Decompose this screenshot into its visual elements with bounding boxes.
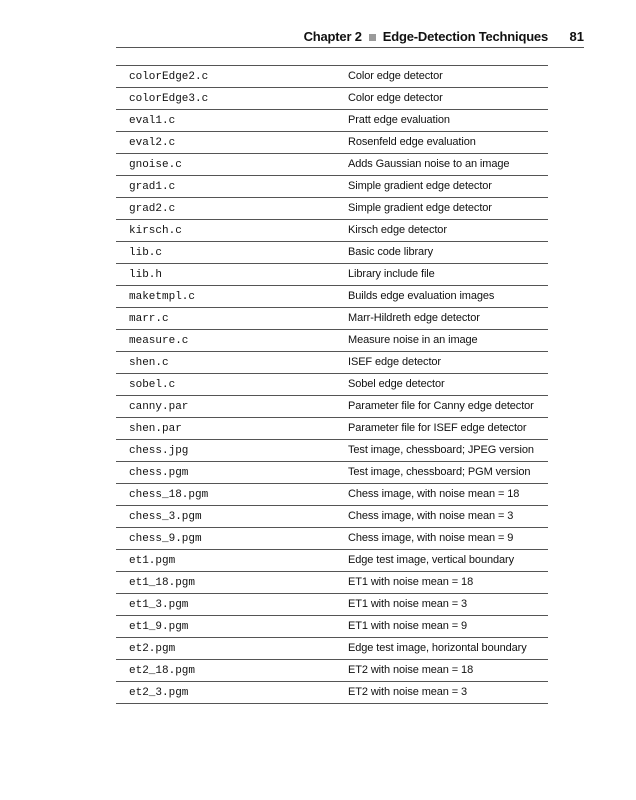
table-row [116,374,548,396]
table-row [116,308,548,330]
table-row [116,682,548,704]
file-description: ET1 with noise mean = 3 [348,598,468,610]
file-name: et2_3.pgm [129,687,189,699]
table-row [116,638,548,660]
file-name: grad2.c [129,203,176,215]
table-row [116,660,548,682]
file-name: gnoise.c [129,159,182,171]
table-row [116,220,548,242]
file-description: ET2 with noise mean = 18 [348,664,474,676]
file-description: Basic code library [348,246,434,258]
table-row [116,550,548,572]
header-rule [116,47,584,48]
page-number: 81 [569,29,584,44]
file-description: Adds Gaussian noise to an image [348,158,510,170]
file-description: ET1 with noise mean = 9 [348,620,468,632]
running-header [116,29,584,45]
table-row [116,418,548,440]
table-row [116,66,548,88]
file-name: et2_18.pgm [129,665,196,677]
file-name: et1_18.pgm [129,577,196,589]
file-name: et2.pgm [129,643,176,655]
file-description: ISEF edge detector [348,356,441,368]
file-table [116,66,548,704]
file-description: Test image, chessboard; PGM version [348,466,531,478]
file-name: grad1.c [129,181,176,193]
file-name: lib.h [129,269,163,281]
file-description: Color edge detector [348,92,443,104]
table-row [116,198,548,220]
file-name: lib.c [129,247,163,259]
file-description: Chess image, with noise mean = 18 [348,488,520,500]
file-description: Library include file [348,268,435,280]
table-row [116,528,548,550]
file-description: Parameter file for Canny edge detector [348,400,534,412]
table-row [116,484,548,506]
file-description: Simple gradient edge detector [348,180,492,192]
file-description: Parameter file for ISEF edge detector [348,422,527,434]
file-description: Marr-Hildreth edge detector [348,312,480,324]
file-description: ET1 with noise mean = 18 [348,576,474,588]
table-row [116,132,548,154]
file-description: Chess image, with noise mean = 3 [348,510,514,522]
table-row [116,352,548,374]
file-name: chess_3.pgm [129,511,202,523]
chapter-title: Edge-Detection Techniques [382,29,548,44]
chapter-label: Chapter 2 [303,29,362,44]
table-row [116,440,548,462]
file-name: et1.pgm [129,555,176,567]
header-chapter-title [304,29,548,44]
file-name: chess.jpg [129,445,189,457]
file-name: canny.par [129,401,189,413]
table-row [116,594,548,616]
file-description: Edge test image, vertical boundary [348,554,514,566]
file-description: Pratt edge evaluation [348,114,450,126]
file-name: eval2.c [129,137,176,149]
file-name: colorEdge3.c [129,93,209,105]
table-row [116,264,548,286]
file-description: Kirsch edge detector [348,224,447,236]
table-row [116,242,548,264]
file-description: Color edge detector [348,70,443,82]
file-description: Simple gradient edge detector [348,202,492,214]
file-name: eval1.c [129,115,176,127]
file-description: Chess image, with noise mean = 9 [348,532,514,544]
file-description: Sobel edge detector [348,378,445,390]
file-name: et1_9.pgm [129,621,189,633]
file-name: shen.c [129,357,169,369]
table-row [116,462,548,484]
file-description: Builds edge evaluation images [348,290,495,302]
file-name: chess.pgm [129,467,189,479]
file-description: Measure noise in an image [348,334,478,346]
file-name: sobel.c [129,379,176,391]
table-row [116,330,548,352]
square-bullet-icon [369,34,376,41]
file-description: Test image, chessboard; JPEG version [348,444,534,456]
table-row [116,88,548,110]
table-row [116,396,548,418]
file-name: kirsch.c [129,225,182,237]
table-row [116,572,548,594]
table-row [116,110,548,132]
file-name: shen.par [129,423,182,435]
table-row [116,154,548,176]
file-name: marr.c [129,313,169,325]
file-name: maketmpl.c [129,291,196,303]
table-row [116,286,548,308]
table-row [116,506,548,528]
table-row [116,616,548,638]
file-name: measure.c [129,335,189,347]
file-name: chess_9.pgm [129,533,202,545]
file-description: ET2 with noise mean = 3 [348,686,468,698]
file-description: Edge test image, horizontal boundary [348,642,527,654]
file-name: chess_18.pgm [129,489,209,501]
file-name: et1_3.pgm [129,599,189,611]
file-description: Rosenfeld edge evaluation [348,136,476,148]
table-row [116,176,548,198]
file-name: colorEdge2.c [129,71,209,83]
